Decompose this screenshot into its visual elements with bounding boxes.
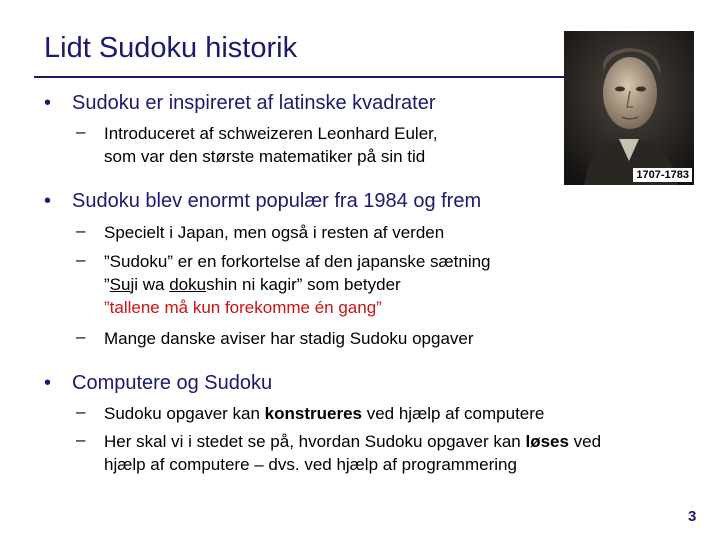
bullet-1-sub-1-line2: som var den største matematiker på sin tid (104, 147, 426, 166)
phrase-su: Su (109, 275, 131, 294)
keyword-loses: løses (525, 432, 569, 451)
bullet-3-text: Computere og Sudoku (72, 372, 273, 394)
sub-dash: – (76, 221, 86, 240)
bullet-1-sub-1-line1: Introduceret af schweizeren Leonhard Euler, (104, 124, 438, 143)
bullet-2-text: Sudoku blev enormt populær fra 1984 og frem (72, 190, 482, 212)
phrase-doku: doku (169, 275, 207, 294)
bullet-dot: • (44, 190, 52, 212)
sub-text-a: Her skal vi i stedet se på, hvordan Sudoku opgaver kan (104, 432, 526, 451)
page-number: 3 (688, 508, 697, 525)
sub-text-b: ved hjælp af computere (362, 404, 545, 423)
portrait-years-label: 1707-1783 (633, 168, 692, 182)
sub-dash: – (76, 250, 86, 269)
sub-dash: – (76, 122, 86, 141)
bullet-2-sub-2-line1: ”Sudoku” er en forkortelse af den japanske sætning (104, 252, 491, 271)
phrase-rest: shin ni kagir” som betyder (206, 275, 401, 294)
title-underline (34, 76, 564, 78)
sub-text-a: Sudoku opgaver kan (104, 404, 265, 423)
portrait-image (564, 31, 694, 185)
bullet-2-sub-3-text: Mange danske aviser har stadig Sudoku opgaver (104, 329, 474, 348)
sub-dash: – (76, 430, 86, 449)
sub-dash: – (76, 402, 86, 421)
keyword-konstrueres: konstrueres (264, 404, 362, 423)
sub-text-b: ved (568, 432, 602, 451)
bullet-2-sub-1-text: Specielt i Japan, men også i resten af verden (104, 223, 445, 242)
sub-text-line2: hjælp af computere – dvs. ved hjælp af programmering (104, 455, 517, 474)
euler-portrait (564, 31, 694, 185)
bullet-dot: • (44, 372, 52, 394)
bullet-1-text: Sudoku er inspireret af latinske kvadrater (72, 92, 436, 114)
phrase-mid: ji wa (130, 275, 170, 294)
bullet-dot: • (44, 92, 52, 114)
slide-title: Lidt Sudoku historik (44, 32, 298, 64)
phrase-translation: ”tallene må kun forekomme én gang” (104, 298, 382, 317)
japanese-phrase (104, 275, 401, 294)
phrase-quote: ” (104, 275, 110, 294)
sub-dash: – (76, 327, 86, 346)
